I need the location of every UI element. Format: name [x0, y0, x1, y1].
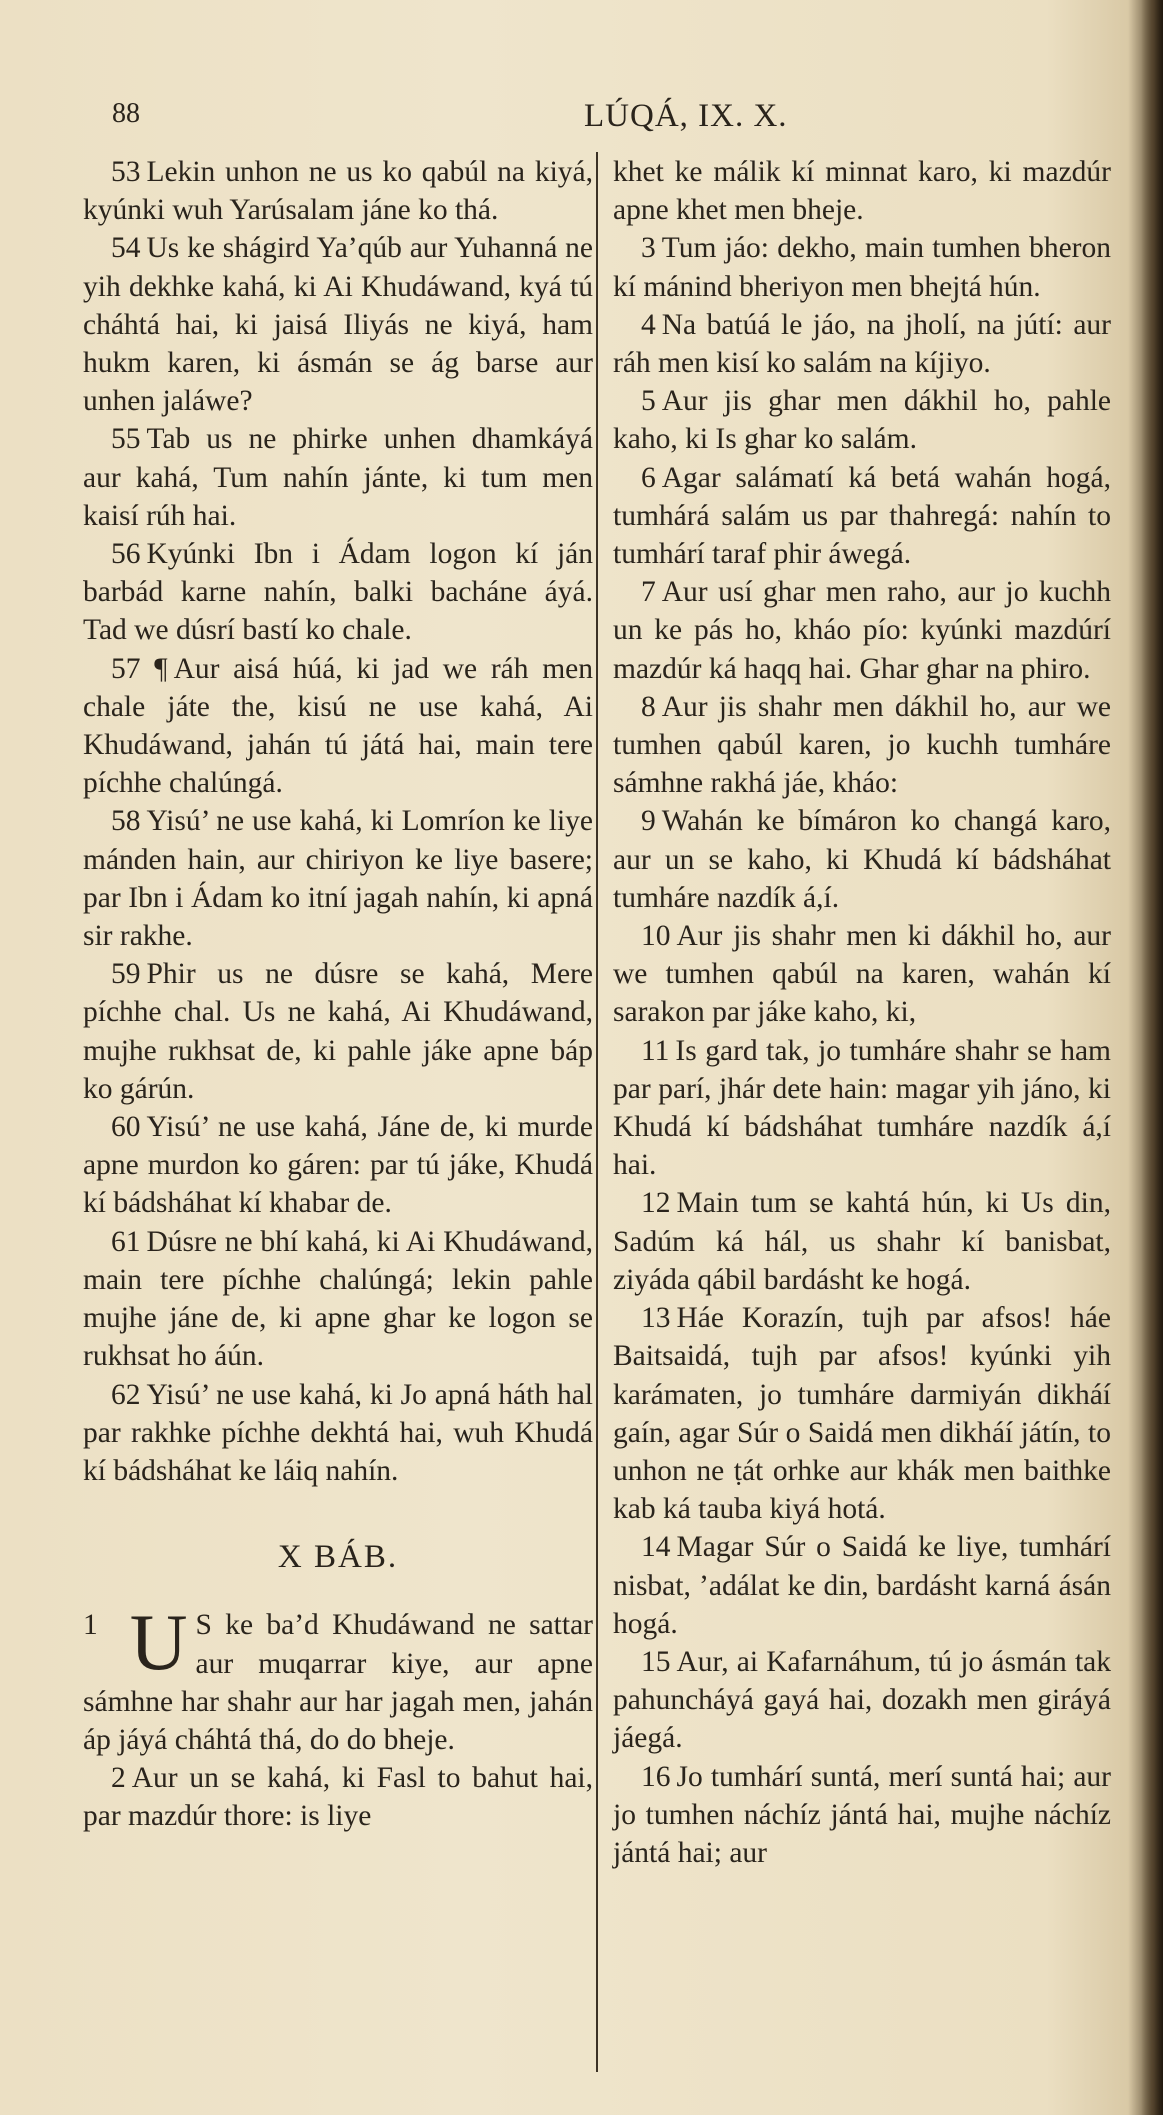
right-column [613, 153, 1111, 1872]
page-edge-shadow [1141, 0, 1163, 2115]
chapter-heading: X BÁB. [277, 1539, 399, 1576]
verse-text: Is gard tak, jo tumháre shahr se ham par parí, jhár dete hain: magar yih jáno, ki Khudá kí bádsháhat tumháre nazdík á,í hai. [613, 1034, 1111, 1182]
verse [613, 573, 1111, 688]
verse-number: 11 [641, 1034, 670, 1067]
verse [613, 1184, 1111, 1299]
verse-text: Na batúá le jáo, na jholí, na jútí: aur ráh men kisí ko salám na kíjiyo. [613, 308, 1111, 380]
verse [613, 1032, 1111, 1185]
verse-text: Aur jis shahr men dákhil ho, aur we tumhen qabúl karen, jo kuchh tumháre sámhne rakhá jáe, kháo: [613, 690, 1111, 800]
verse [613, 917, 1111, 1032]
verse-text: Us ke shágird Ya’qúb aur Yuhanná ne yih dekhke kahá, ki Ai Khudáwand, kyá tú cháhtá hai, ki jaisá Iliyás ne kiyá, ham hukm karen, ki ásmán se ág barse aur unhen jaláwe? [83, 232, 593, 418]
verse-number: 8 [641, 690, 656, 723]
verse-text: S ke ba’d Khudáwand ne sattar aur muqarrar kiye, aur apne sámhne har shahr aur har jagah men, jahán áp jáyá cháhtá thá, do do bheje. [83, 1609, 593, 1756]
verse-number: 58 [111, 805, 141, 838]
verse [83, 535, 593, 650]
verse-text: Tab us ne phirke unhen dhamkáyá aur kahá, Tum nahín jánte, ki tum men kaisí rúh hai. [83, 423, 593, 532]
left-column [83, 153, 593, 1836]
verse-text: Kyúnki Ibn i Ádam logon kí ján barbád karne nahín, balki bacháne áyá. Tad we dúsrí bastí ko chale. [83, 538, 593, 647]
verse-text: Yisú’ ne use kahá, ki Lomríon ke liye mánden hain, aur chiriyon ke liye basere; par Ibn i Ádam ko itní jagah nahín, ki apná sir rakhe. [83, 805, 593, 953]
verse-number: 10 [641, 920, 671, 953]
verse-number: 6 [641, 461, 656, 494]
verse-number: 59 [111, 958, 141, 991]
verse-number: 57 ¶ [111, 652, 168, 685]
verse [83, 1108, 593, 1223]
verse-number: 54 [111, 232, 141, 265]
left-verses-before [83, 153, 593, 1490]
verse-number: 4 [641, 308, 656, 341]
verse-number: 9 [641, 805, 656, 838]
verse-text: Phir us ne dúsre se kahá, Mere píchhe chal. Us ne kahá, Ai Khudáwand, mujhe rukhsat de, ki pahle jáke apne báp ko gárún. [83, 958, 593, 1105]
verse-number: 12 [641, 1187, 671, 1220]
verse [83, 955, 593, 1108]
verse-number: 3 [641, 232, 656, 265]
verse-text: Yisú’ ne use kahá, Jáne de, ki murde apne murdon ko gáren: par tú jáke, Khudá kí bádsháhat kí khabar de. [83, 1111, 593, 1220]
verse-number: 2 [111, 1762, 126, 1795]
verse [613, 802, 1111, 917]
verse [613, 1299, 1111, 1528]
page-header [90, 98, 1103, 138]
verse [613, 306, 1111, 382]
verse-text: Aur, ai Kafarnáhum, tú jo ásmán tak pahuncháyá gayá hai, dozakh men giráyá jáegá. [613, 1645, 1111, 1755]
verse-number: 61 [111, 1225, 141, 1258]
verse [613, 229, 1111, 305]
verse-text: Aur usí ghar men raho, aur jo kuchh un ke pás ho, kháo pío: kyúnki mazdúrí mazdúr ká haqq hai. Ghar ghar na phiro. [613, 576, 1111, 685]
verse-text: Yisú’ ne use kahá, ki Jo apná háth hal par rakhke píchhe dekhtá hai, wuh Khudá kí bádsháhat ke láiq nahín. [83, 1378, 593, 1487]
verse-text: Aur aisá húá, ki jad we ráh men chale játe the, kisú ne use kahá, Ai Khudáwand, jahán tú játá hai, main tere píchhe chalúngá. [83, 652, 593, 800]
verse-text: Lekin unhon ne us ko qabúl na kiyá, kyúnki wuh Yarúsalam jáne ko thá. [83, 156, 593, 227]
running-head: LÚQÁ, IX. X. [584, 98, 788, 134]
page-number: 88 [112, 98, 140, 129]
verse [83, 1376, 593, 1491]
verse [613, 459, 1111, 574]
verse [613, 1758, 1111, 1873]
verse-text: Tum jáo: dekho, main tumhen bheron kí mánind bheriyon men bhejtá hún. [613, 232, 1111, 303]
first-verse [83, 1599, 593, 1759]
verse-number: 7 [641, 576, 656, 609]
verse-text: Magar Súr o Saidá ke liye, tumhárí nisbat, ’adálat ke din, bardásht karná ásán hogá. [613, 1531, 1111, 1640]
verse [613, 382, 1111, 458]
verse-number: 56 [111, 538, 141, 571]
verse [83, 802, 593, 955]
verse [613, 1528, 1111, 1643]
column-divider [596, 152, 598, 2072]
verse-number: 5 [641, 385, 656, 418]
verse-text: Háe Korazín, tujh par afsos! háe Baitsaidá, tujh par afsos! kyúnki yih karámaten, jo tumháre darmiyán dikháí gaín, agar Súr o Saidá men dikháí játín, to unhon ne ṭát orhke aur khák men baithke kab ká tauba kiyá hotá. [613, 1302, 1111, 1526]
verse [83, 1223, 593, 1376]
verse [613, 1643, 1111, 1758]
left-verses-after [83, 1759, 593, 1835]
verse-number: 53 [111, 156, 141, 188]
right-verses [613, 229, 1111, 1872]
verse-number: 55 [111, 423, 141, 456]
verse-continuation: khet ke málik kí minnat karo, ki mazdúr apne khet men bheje. [613, 156, 1111, 227]
verse-text: Aur un se kahá, ki Fasl to bahut hai, par mazdúr thore: is liye [83, 1762, 593, 1833]
verse [83, 650, 593, 803]
verse [83, 153, 593, 229]
verse-text: Main tum se kahtá hún, ki Us din, Sadúm ká hál, us shahr kí banisbat, ziyáda qábil bardásht ke hogá. [613, 1187, 1111, 1296]
verse-number: 14 [641, 1531, 671, 1564]
verse-number: 1 [83, 1609, 98, 1642]
verse [613, 688, 1111, 803]
verse-text: Agar salámatí ká betá wahán hogá, tumhárá salám us par thahregá: nahín to tumhárí taraf phir áwegá. [613, 461, 1111, 571]
verse [83, 420, 593, 535]
verse-number: 13 [641, 1302, 671, 1335]
verse [83, 229, 593, 420]
verse-text: Wahán ke bímáron ko changá karo, aur un se kaho, ki Khudá kí bádsháhat tumháre nazdík á,í. [613, 805, 1111, 914]
verse-text: Aur jis shahr men ki dákhil ho, aur we tumhen qabúl na karen, wahán kí sarakon par jáke kaho, ki, [613, 920, 1111, 1029]
verse-text: Jo tumhárí suntá, merí suntá hai; aur jo tumhen náchíz jántá hai, mujhe náchíz jántá hai; aur [613, 1760, 1111, 1869]
drop-cap: U [129, 1599, 188, 1688]
verse-number: 16 [641, 1760, 671, 1793]
verse-number: 60 [111, 1111, 141, 1144]
verse-text: Dúsre ne bhí kahá, ki Ai Khudáwand, main tere píchhe chalúngá; lekin pahle mujhe jáne de, ki apne ghar ke logon se rukhsat ho áún. [83, 1225, 593, 1373]
verse-number: 15 [641, 1645, 671, 1678]
verse [83, 1759, 593, 1835]
verse-text: Aur jis ghar men dákhil ho, pahle kaho, ki Is ghar ko salám. [613, 385, 1111, 456]
verse-number: 62 [111, 1378, 141, 1411]
